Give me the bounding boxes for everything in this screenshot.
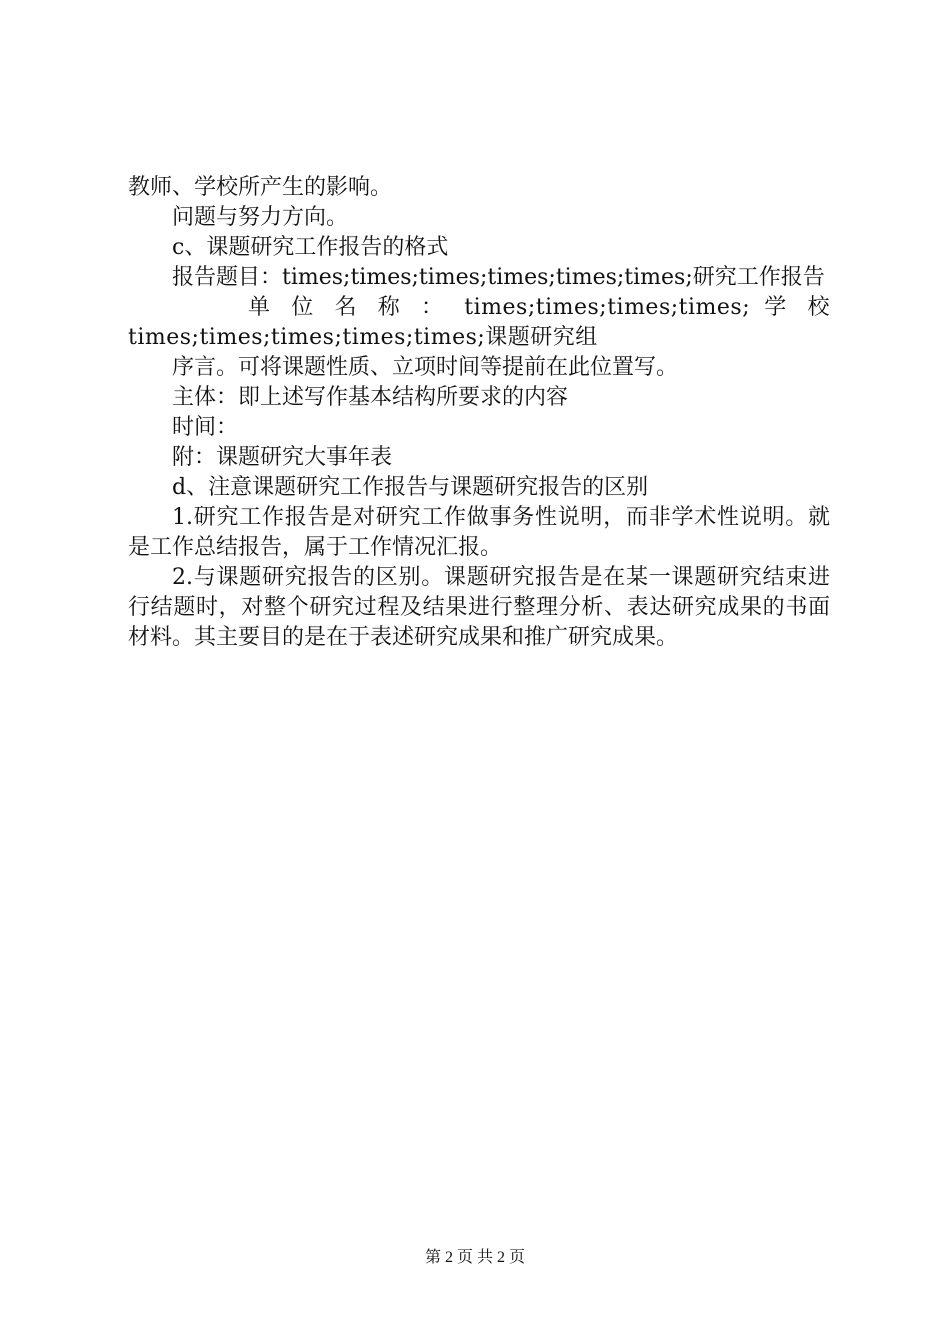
- paragraph-continuation: 教师、学校所产生的影响。: [128, 175, 393, 200]
- page-number-footer: 第 2 页 共 2 页: [424, 1249, 525, 1266]
- paragraph-report-title: 报告题目：times;times;times;times;times;times;研究工作报告: [172, 265, 825, 290]
- paragraph-point-2: 2.与课题研究报告的区别。课题研究报告是在某一课题研究结束进行结题时，对整个研究过程及结果进行整理分析、表达研究成果的书面材料。其主要目的是在于表述研究成果和推广研究成果。: [128, 565, 830, 650]
- paragraph-point-1: 1.研究工作报告是对研究工作做事务性说明，而非学术性说明。就是工作总结报告，属于工作情况汇报。: [128, 505, 830, 560]
- paragraph-time: 时间：: [172, 415, 239, 440]
- heading-c-format: c、课题研究工作报告的格式: [172, 235, 449, 260]
- paragraph-main-body: 主体：即上述写作基本结构所要求的内容: [172, 385, 569, 410]
- paragraph-appendix: 附：课题研究大事年表: [172, 445, 393, 470]
- document-body: [128, 173, 830, 653]
- paragraph-unit-name: 单 位 名 称 ： times;times;times;times; 学 校 times;times;times;times;times;课题研究组: [128, 295, 830, 350]
- paragraph-preface: 序言。可将课题性质、立项时间等提前在此位置写。: [172, 355, 679, 380]
- heading-d-difference: d、注意课题研究工作报告与课题研究报告的区别: [172, 475, 649, 500]
- paragraph-problems: 问题与努力方向。: [172, 205, 349, 230]
